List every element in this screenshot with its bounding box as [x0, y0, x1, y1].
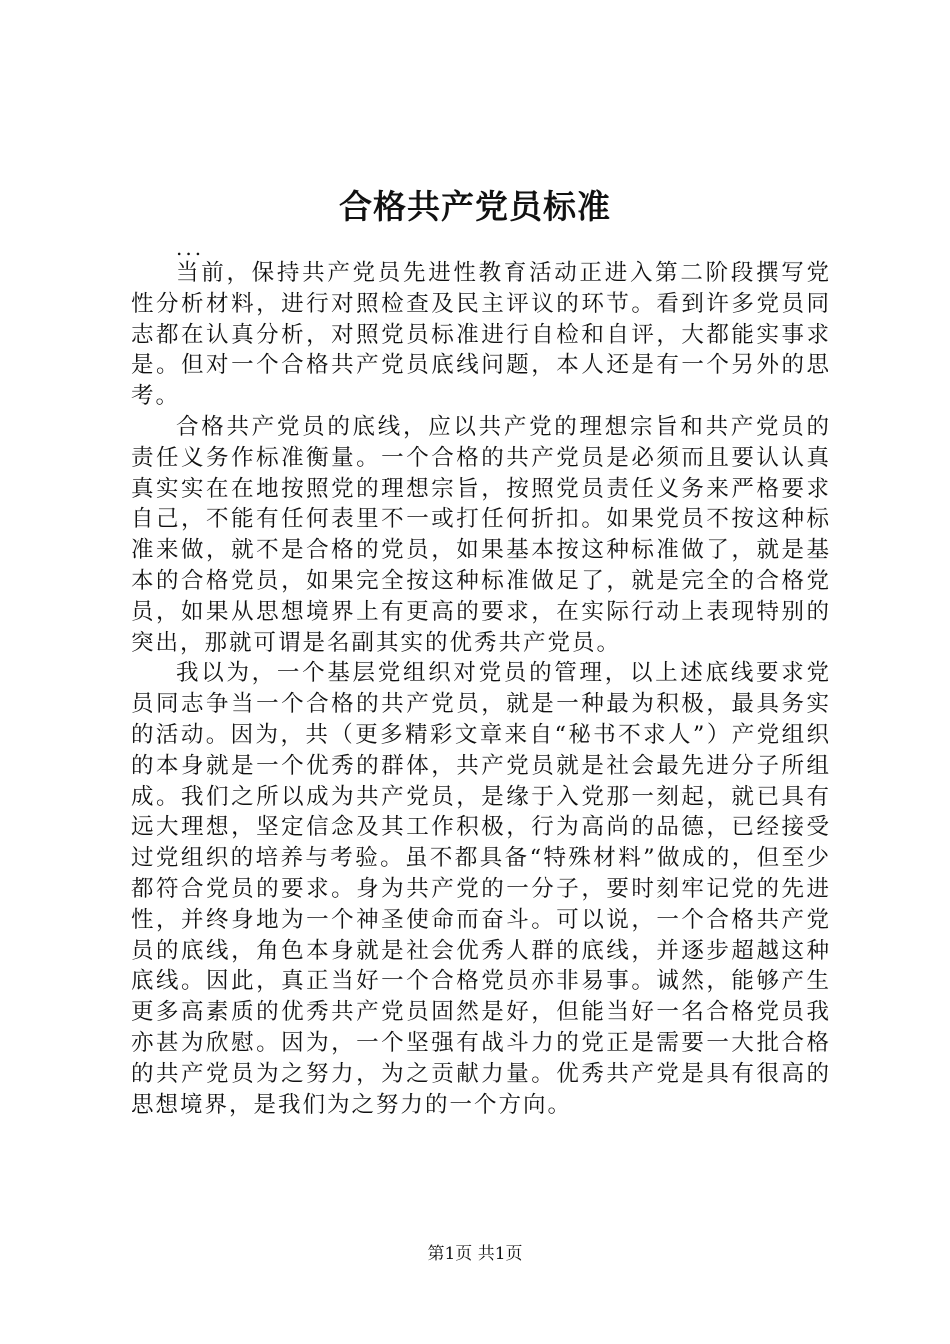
- document-body: [131, 258, 831, 1120]
- paragraph-1: 当前，保持共产党员先进性教育活动正进入第二阶段撰写党性分析材料，进行对照检查及民主评议的环节。看到许多党员同志都在认真分析，对照党员标准进行自检和自评，大都能实事求是。但对一个合格共产党员底线问题，本人还是有一个另外的思考。: [131, 260, 831, 410]
- paragraph-3: 我以为，一个基层党组织对党员的管理，以上述底线要求党员同志争当一个合格的共产党员，就是一种最为积极，最具务实的活动。因为，共（更多精彩文章来自“秘书不求人”）产党组织的本身就是一个优秀的群体，共产党员就是社会最先进分子所组成。我们之所以成为共产党员，是缘于入党那一刻起，就已具有远大理想，坚定信念及其工作积极，行为高尚的品德，已经接受过党组织的培养与考验。虽不都具备“特殊材料”做成的，但至少都符合党员的要求。身为共产党的一分子，要时刻牢记党的先进性，并终身地为一个神圣使命而奋斗。可以说，一个合格共产党员的底线，角色本身就是社会优秀人群的底线，并逐步超越这种底线。因此，真正当好一个合格党员亦非易事。诚然，能够产生更多高素质的优秀共产党员固然是好，但能当好一名合格党员我亦甚为欣慰。因为，一个坚强有战斗力的党正是需要一大批合格的共产党员为之努力，为之贡献力量。优秀共产党是具有很高的思想境界，是我们为之努力的一个方向。: [131, 660, 831, 1118]
- page-footer: 第1页 共1页: [427, 1244, 523, 1264]
- document-title: 合格共产党员标准: [339, 187, 611, 226]
- ellipsis-marker: ...: [176, 236, 205, 260]
- paragraph-2: 合格共产党员的底线，应以共产党的理想宗旨和共产党员的责任义务作标准衡量。一个合格的共产党员是必须而且要认认真真实实在在地按照党的理想宗旨，按照党员责任义务来严格要求自己，不能有任何表里不一或打任何折扣。如果党员不按这种标准来做，就不是合格的党员，如果基本按这种标准做了，就是基本的合格党员，如果完全按这种标准做足了，就是完全的合格党员，如果从思想境界上有更高的要求，在实际行动上表现特别的突出，那就可谓是名副其实的优秀共产党员。: [131, 413, 831, 656]
